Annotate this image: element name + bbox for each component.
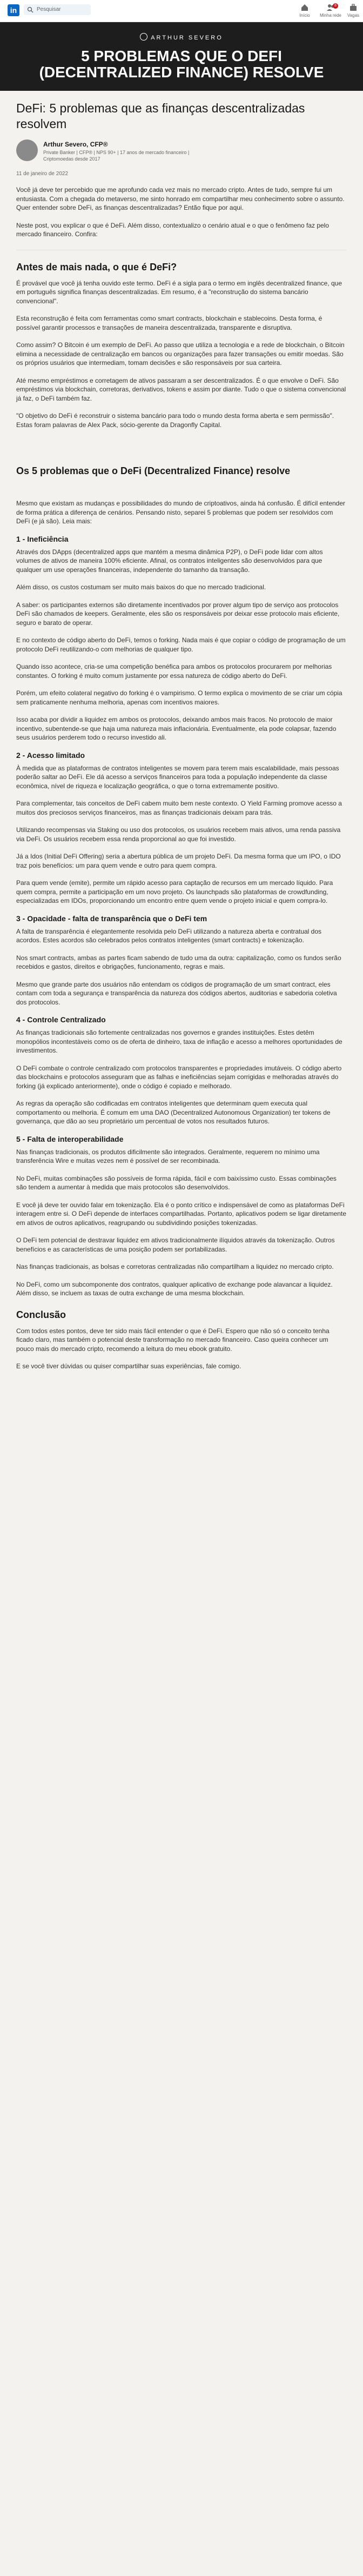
paragraph: Até mesmo empréstimos e corretagem de ativos passaram a ser descentralizados. É o que envolve o DeFi. São empréstimos via blockchain, corretoras, derivativos, tokens e assim por diante. Tudo o que o sistema convencional já faz, o DeFi também faz.: [16, 376, 346, 402]
paragraph: Já a Idos (Initial DeFi Offering) seria a abertura pública de um projeto DeFi. Da mesma forma que um IPO, o IDO traz pois benefícios: um para quem vende e outro para quem compra.: [16, 853, 341, 869]
paragraph: É provável que você já tenha ouvido este termo. DeFi é a sigla para o termo em inglês decentralized finance, que em português significa finanças descentralizadas. Em resumo, é a "reconstrução do sistema bancário convencional".: [16, 279, 342, 305]
paragraph: E se você tiver dúvidas ou quiser compartilhar suas experiências, fale comigo.: [16, 1362, 241, 1370]
paragraph: Esta reconstrução é feita com ferramentas como smart contracts, blockchain e stablecoins. Desta forma, é possível garantir processos e transações de maneira descentralizada, transparente e disruptiva.: [16, 315, 322, 331]
paragraph: Através dos DApps (decentralized apps que mantém a mesma dinâmica P2P), o DeFi pode lidar com altos volumes de ativos de maneira 100% eficiente. Afinal, os contratos inteligentes são desenvolvidos para que qualquer um use operações financeiras, independente do tamanho da transação.: [16, 548, 323, 574]
paragraph: Você já deve ter percebido que me aprofundo cada vez mais no mercado cripto. Antes de tudo, sempre fui um entusiasta. Com a chegada do metaverso, me sinto honrado em compartilhar meu conhecimento sobre o assunto. Quer entender sobre DeFi, as finanças descentralizadas? Então fique por aqui.: [16, 186, 345, 211]
paragraph: Mesmo que existam as mudanças e possibilidades do mundo de criptoativos, ainda há confusão. É difícil entender de forma prática a diferença de cenários. Pensando nisto, separei 5 problemas que podem ser resolvidos com DeFi (e já são). Leia mais:: [16, 500, 346, 525]
paragraph: O DeFi combate o controle centralizado com protocolos transparentes e propriedades imutáveis. O código aberto das blockchains e protocolos asseguram que as falhas e ineficiências sejam corrigidas e melhoradas através do forking (já explicado anteriormente), onde o código é copiado e melhorado.: [16, 1064, 342, 1090]
paragraph: O DeFi tem potencial de destravar liquidez em ativos tradicionalmente ilíquidos através da tokenização. Outros benefícios e as características de uma posição podem ser portabilizadas.: [16, 1236, 335, 1253]
search-placeholder: Pesquisar: [37, 6, 61, 12]
paragraph: Porém, um efeito colateral negativo do forking é o vampirismo. O termo explica o movimento de se criar um cópia sem praticamente nenhuma melhoria, apenas com incentivos maiores.: [16, 689, 342, 706]
paragraph: Nas finanças tradicionais, os produtos dificilmente são integrados. Geralmente, requerem no mínimo uma transferência Wire e muitas vezes nem é possível de ser recombinada.: [16, 1148, 320, 1164]
article-body: [0, 101, 363, 1371]
banner-brand: ARTHUR SEVERO: [0, 33, 363, 41]
search-input[interactable]: [24, 4, 91, 15]
paragraph: No DeFi, como um subcomponente dos contratos, qualquer aplicativo de exchange pode alavancar a liquidez. Além disso, se incluem as taxas de outra exchange de uma mesma blockchain.: [16, 1280, 333, 1297]
problem-title: 5 - Falta de interoperabilidade: [16, 1134, 124, 1143]
paragraph: Para complementar, tais conceitos de DeFi cabem muito bem neste contexto. O Yield Farming promove acesso a muitos dos preciosos serviços financeiros, mas as finanças tradicionais deixam para trás.: [16, 800, 342, 816]
paragraph: Nos smart contracts, ambas as partes ficam sabendo de tudo uma da outra: capitalização, como os fundos serão recebidos e gastos, direitos e obrigações, funcionamento, regras e mais.: [16, 954, 341, 970]
paragraph: Com todos estes pontos, deve ter sido mais fácil entender o que é DeFi. Espero que não só o conceito tenha ficado claro, mas também o potencial deste transformação no mercado financeiro. Caso queira conhecer um pouco mais do mercado cripto, recomendo a leitura do meu ebook gratuito.: [16, 1327, 330, 1353]
notification-badge: 8: [333, 3, 338, 9]
paragraph: Quando isso acontece, cria-se uma competição benéfica para ambos os protocolos procurarem por melhorias constantes. O forking é muito comum justamente por essa natureza de código aberto do DeFi.: [16, 663, 332, 680]
paragraph: E você já deve ter ouvido falar em tokenização. Ela é o ponto crítico e indispensável de como as plataformas DeFi interagem entre si. O DeFi depende de interfaces compartilhadas. Portanto, aplicativos podem se ligar diretamente em ativos de outros aplicativos, reagrupando ou subdividindo posições tokenizadas.: [16, 1201, 346, 1227]
problem-title: 3 - Opacidade - falta de transparência que o DeFi tem: [16, 914, 207, 923]
problem-title: 1 - Ineficiência: [16, 534, 69, 543]
section-title: Os 5 problemas que o DeFi (Decentralized Finance) resolve: [16, 465, 291, 476]
linkedin-logo[interactable]: in: [8, 4, 19, 16]
paragraph: A saber: os participantes externos são diretamente incentivados por prover algum tipo de serviço aos protocolos DeFi são chamados de keepers. Geralmente, eles são os responsáveis por deixar esse protocolo mais eficiente, seguro e barato de operar.: [16, 601, 340, 627]
banner-title: 5 PROBLEMAS QUE O DEFI (DECENTRALIZED FINANCE) RESOLVE: [39, 48, 324, 81]
paragraph: "O objetivo do DeFi é reconstruir o sistema bancário para todo o mundo desta forma aberta e sem permissão". Estas foram palavras de Alex Pack, sócio-gerente da Dragonfly Capital.: [16, 412, 334, 429]
paragraph: Mesmo que grande parte dos usuários não entendam os códigos de programação de um smart contract, eles contam com toda a segurança e transparência da natureza dos códigos abertos, auditorias e sabedoria coletiva dos protocolos.: [16, 980, 337, 1006]
nav-network[interactable]: [318, 2, 344, 18]
problem-title: 2 - Acesso limitado: [16, 750, 85, 760]
paragraph: Utilizando recompensas via Staking ou uso dos protocolos, os usuários recebem mais ativos, uma renda passiva via DeFi. Os usuários recebem essa renda proporcional ao que foi investido.: [16, 826, 341, 843]
paragraph: As finanças tradicionais são fortemente centralizadas nos governos e grandes instituições. Estes detêm monopólios incontestáveis como os de oferta de dinheiro, taxa de inflação e acesso a melhores oportunidades de investimentos.: [16, 1029, 342, 1054]
paragraph: Isso acaba por dividir a liquidez em ambos os protocolos, deixando ambos mais fracos. No protocolo de maior incentivo, subentende-se que haja uma natureza mais inflacionária. Eventualmente, ela pode colapsar, fazendo seus usuários perderem todo o recurso investido ali.: [16, 716, 337, 741]
paragraph: Neste post, vou explicar o que é DeFi. Além disso, contextualizo o cenário atual e o que o fenômeno faz pelo mercado financeiro. Confira:: [16, 221, 330, 238]
paragraph: No DeFi, muitas combinações são possíveis de forma rápida, fácil e com baixíssimo custo. Essas combinações são tendem a aumentar à medida que mais protocolos são desenvolvidos.: [16, 1174, 337, 1191]
paragraph: Para quem vende (emite), permite um rápido acesso para captação de recursos em um mercado líquido. Para quem compra, permite a participação em um novo projeto. Os launchpads são plataformas de crowdfunding, especializadas em IDOs, proporcionando um encontro entre quem vende o projeto inicial e quem compra-lo.: [16, 879, 333, 904]
search-icon: [27, 6, 33, 13]
section-title: Antes de mais nada, o que é DeFi?: [16, 261, 177, 272]
nav-jobs[interactable]: [340, 2, 363, 18]
nav-home-label: Início: [299, 13, 310, 18]
article-title: DeFi: 5 problemas que as finanças descentralizadas resolvem: [16, 101, 305, 131]
nav-jobs-label: Vagas: [347, 13, 360, 18]
paragraph: Além disso, os custos costumam ser muito mais baixos do que no mercado tradicional.: [16, 583, 266, 591]
avatar[interactable]: [16, 139, 38, 161]
author-block[interactable]: [16, 138, 347, 171]
nav-home[interactable]: [292, 2, 318, 18]
paragraph: E no contexto de código aberto do DeFi, temos o forking. Nada mais é que copiar o código de programação de um protocolo DeFi reutilizando-o com melhorias de qualquer tipo.: [16, 636, 346, 653]
publish-date: 11 de janeiro de 2022: [16, 171, 69, 177]
paragraph: A falta de transparência é elegantemente resolvida pelo DeFi utilizando a natureza aberta e contratual dos acordos. Estes acordos são celebrados pelos contratos inteligentes (smart contracts) e tokenização.: [16, 927, 322, 944]
home-icon: [300, 3, 309, 12]
author-headline: Private Banker | CFP® | NPS 90+ | 17 anos de mercado financeiro | Criptomoedas desde 2017: [43, 150, 190, 162]
section-title: Conclusão: [16, 1309, 66, 1320]
author-name[interactable]: Arthur Severo, CFP®: [43, 141, 108, 148]
problem-title: 4 - Controle Centralizado: [16, 1015, 106, 1024]
top-navigation: [0, 0, 363, 22]
briefcase-icon: [349, 3, 358, 12]
paragraph: Como assim? O Bitcoin é um exemplo de DeFi. Ao passo que utiliza a tecnologia e a rede de blockchain, o Bitcoin elimina a necessidade de centralização em bancos ou organizações para fazer transações ou emitir moedas. São os próprios usuários que intermediam, tomam decisões e são responsáveis por sua carteira.: [16, 341, 345, 367]
article-cover-image: [0, 22, 363, 91]
paragraph: As regras da operação são codificadas em contratos inteligentes que determinam quem executa qual comportamento ou melhoria. É comum em uma DAO (Decentralized Autonomous Organization) ter tokens de governança, que dão ao seu proprietário um percentual de votos nos resultados futuros.: [16, 1100, 331, 1125]
nav-network-label: Minha rede: [319, 13, 342, 18]
paragraph: Nas finanças tradicionais, as bolsas e corretoras centralizadas não compartilham a liquidez no mercado cripto.: [16, 1263, 334, 1270]
paragraph: À medida que as plataformas de contratos inteligentes se movem para terem mais escalabilidade, mais pessoas poderão saltar ao DeFi. Ele dá acesso a serviços financeiros para toda a população independente da classe econômica, nível de riqueza e localização geográfica, o que o torna extremamente positivo.: [16, 764, 339, 790]
